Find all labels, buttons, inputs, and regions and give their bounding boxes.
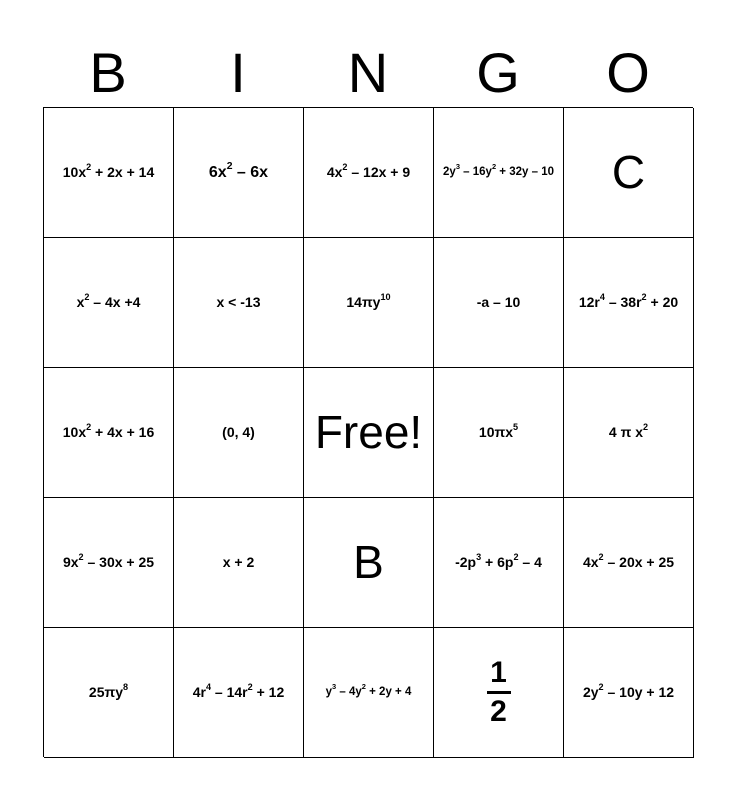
cell-text (612, 144, 645, 202)
term-text: -a – 10 (476, 293, 521, 310)
term-text: 25πy (88, 683, 123, 700)
bingo-cell-r3-c4[interactable] (434, 368, 564, 498)
bingo-cell-r3-c5[interactable] (564, 368, 694, 498)
cell-text (88, 681, 129, 702)
bingo-cell-r1-c3[interactable] (304, 108, 434, 238)
bingo-cell-r2-c5[interactable] (564, 238, 694, 368)
bingo-cell-r2-c4[interactable] (434, 238, 564, 368)
exponent: 2 (513, 551, 519, 562)
bingo-cell-r4-c3[interactable] (304, 498, 434, 628)
exponent: 2 (78, 551, 84, 562)
term-text: 4x (582, 553, 599, 570)
bingo-cell-r1-c5[interactable] (564, 108, 694, 238)
bingo-cell-r5-c5[interactable] (564, 628, 694, 758)
bingo-cell-r3-c3[interactable] (304, 368, 434, 498)
bingo-cell-r2-c2[interactable] (174, 238, 304, 368)
exponent: 2 (86, 421, 92, 432)
term-text: x (76, 293, 85, 310)
term-text: – 4x +4 (89, 293, 141, 310)
cell-text (223, 554, 255, 572)
term-text: – 12x + 9 (347, 163, 411, 180)
term-text: – 14r (211, 683, 248, 700)
term-text: – 6x (232, 163, 269, 181)
cell-text (608, 421, 649, 442)
term-text: x < -13 (216, 293, 261, 310)
exponent: 8 (123, 681, 129, 692)
cell-text (315, 404, 422, 462)
exponent: 2 (342, 161, 348, 172)
cell-text (76, 291, 141, 312)
term-text: + 2y + 4 (365, 686, 412, 699)
term-text: + 6p (481, 553, 514, 570)
term-text: 2y (443, 166, 456, 179)
term-text: 10x (62, 163, 87, 180)
header-letter-b: B (89, 41, 127, 104)
term-text: B (353, 535, 384, 588)
exponent: 2 (226, 160, 233, 172)
term-text: 4 π x (608, 423, 643, 440)
cell-text (62, 161, 155, 182)
exponent: 2 (641, 291, 647, 302)
term-text: x + 2 (222, 553, 255, 570)
bingo-cell-r4-c4[interactable] (434, 498, 564, 628)
term-text: + 12 (252, 683, 285, 700)
term-text: – 4 (518, 553, 542, 570)
term-text: – 4y (336, 686, 362, 699)
term-text: – 30x + 25 (83, 553, 155, 570)
term-text: 10πx (478, 423, 513, 440)
cell-text (346, 291, 391, 312)
term-text: 12r (578, 293, 600, 310)
bingo-cell-r3-c1[interactable] (44, 368, 174, 498)
term-text: – 16y (459, 166, 492, 179)
term-text: 10x (62, 423, 87, 440)
exponent: 2 (598, 551, 604, 562)
term-text: (0, 4) (222, 423, 255, 440)
term-text: C (611, 145, 646, 198)
term-text: – 38r (604, 293, 642, 310)
cell-text (325, 682, 412, 699)
bingo-board (43, 107, 693, 757)
cell-text (326, 161, 411, 182)
term-text: y (325, 686, 333, 699)
term-text: + 32y – 10 (496, 166, 554, 179)
fraction-denominator: 2 (490, 695, 507, 728)
cell-text (192, 681, 285, 702)
bingo-cell-r5-c3[interactable] (304, 628, 434, 758)
cell-text (222, 424, 255, 442)
exponent: 3 (476, 551, 482, 562)
exponent: 4 (599, 291, 605, 302)
exponent: 4 (205, 681, 212, 692)
exponent: 2 (247, 681, 253, 692)
term-text: Free! (314, 405, 423, 458)
term-text: + 4x + 16 (91, 423, 155, 440)
exponent: 2 (84, 291, 90, 302)
cell-text (578, 291, 679, 312)
term-text: -2p (455, 553, 477, 570)
bingo-cell-r5-c2[interactable] (174, 628, 304, 758)
header-letter-o: O (606, 41, 650, 104)
bingo-cell-r4-c2[interactable] (174, 498, 304, 628)
cell-text (217, 294, 261, 312)
term-text: 4x (326, 163, 343, 180)
cell-text (443, 162, 554, 179)
cell-text (353, 534, 384, 592)
fraction-numerator: 1 (490, 656, 507, 689)
exponent: 3 (332, 682, 337, 692)
bingo-cell-r1-c4[interactable] (434, 108, 564, 238)
cell-text (478, 421, 519, 442)
cell-text (582, 551, 675, 572)
exponent: 2 (361, 682, 366, 692)
fraction-bar (487, 691, 511, 694)
bingo-cell-r5-c1[interactable] (44, 628, 174, 758)
cell-text (208, 160, 269, 183)
bingo-cell-r2-c1[interactable] (44, 238, 174, 368)
bingo-cell-r5-c4[interactable] (434, 628, 564, 758)
exponent: 3 (455, 162, 460, 172)
exponent: 2 (598, 681, 604, 692)
term-text: 4r (192, 683, 206, 700)
term-text: – 10y + 12 (603, 683, 675, 700)
fraction (487, 658, 511, 727)
exponent: 2 (86, 161, 92, 172)
term-text: 9x (62, 553, 79, 570)
header-letter-g: G (476, 41, 520, 104)
exponent: 5 (513, 421, 519, 432)
exponent: 10 (380, 291, 391, 302)
header-letter-i: I (230, 41, 246, 104)
bingo-cell-r3-c2[interactable] (174, 368, 304, 498)
header-letter-n: N (347, 41, 389, 104)
cell-text (455, 551, 542, 572)
term-text: 6x (208, 163, 227, 181)
bingo-cell-r1-c1[interactable] (44, 108, 174, 238)
bingo-cell-r4-c5[interactable] (564, 498, 694, 628)
cell-text (582, 681, 675, 702)
cell-text (487, 658, 511, 727)
term-text: + 2x + 14 (91, 163, 155, 180)
bingo-cell-r1-c2[interactable] (174, 108, 304, 238)
cell-text (477, 294, 521, 312)
term-text: 14πy (346, 293, 381, 310)
exponent: 2 (491, 162, 497, 172)
exponent: 2 (643, 421, 649, 432)
cell-text (62, 421, 155, 442)
term-text: + 20 (646, 293, 679, 310)
bingo-cell-r2-c3[interactable] (304, 238, 434, 368)
bingo-header (43, 38, 693, 108)
cell-text (62, 551, 155, 572)
bingo-cell-r4-c1[interactable] (44, 498, 174, 628)
term-text: – 20x + 25 (603, 553, 675, 570)
term-text: 2y (582, 683, 599, 700)
